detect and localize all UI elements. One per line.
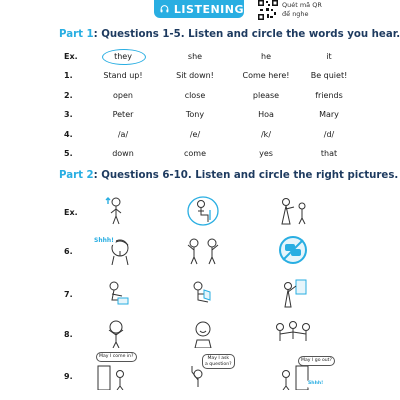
- teacher-pointing-icon[interactable]: [270, 278, 316, 308]
- shhh-text-bottom: Shhh!: [308, 381, 324, 386]
- group-of-kids-icon[interactable]: [270, 318, 316, 348]
- word-option[interactable]: she: [187, 52, 203, 61]
- may-i-go-out-bubble: May I go out?: [298, 356, 335, 366]
- picture-question-row: [58, 318, 368, 348]
- part2-instruction: : Questions 6-10. Listen and circle the right pictures.: [93, 170, 399, 181]
- boy-standing-icon[interactable]: [94, 196, 140, 226]
- part1-label: Part 1: [59, 29, 94, 40]
- teacher-and-girl-icon[interactable]: [270, 196, 316, 226]
- picture-question-row: [58, 354, 368, 390]
- part1-row: [58, 106, 358, 125]
- word-option[interactable]: come: [183, 148, 206, 158]
- may-i-come-in-bubble: May I come in?: [96, 352, 137, 362]
- word-option[interactable]: Sit down!: [176, 71, 214, 81]
- row-number: 5.: [64, 148, 73, 158]
- qr-caption-line2: để nghe: [282, 9, 309, 18]
- row-number: 7.: [64, 290, 73, 299]
- may-i-ask-bubble: [202, 354, 235, 369]
- part1-row: [58, 87, 358, 106]
- word-option[interactable]: yes: [259, 148, 273, 158]
- word-option[interactable]: Mary: [319, 110, 339, 120]
- girl-shhh-icon[interactable]: [94, 235, 140, 265]
- word-option[interactable]: Come here!: [242, 71, 290, 81]
- row-number: Ex.: [64, 52, 78, 61]
- girl-sitting-icon[interactable]: [180, 196, 226, 226]
- headphones-icon: [160, 2, 169, 16]
- part1-title: [59, 29, 400, 40]
- word-option[interactable]: he: [261, 52, 271, 61]
- word-option[interactable]: open: [113, 90, 133, 100]
- word-option[interactable]: Hoa: [258, 110, 274, 120]
- picture-question-row: [58, 278, 368, 308]
- word-option[interactable]: they: [114, 52, 132, 61]
- row-number: Ex.: [64, 208, 78, 217]
- word-option[interactable]: please: [252, 90, 280, 100]
- word-option[interactable]: it: [326, 52, 332, 61]
- word-option[interactable]: /a/: [117, 129, 129, 139]
- smiling-girl-icon[interactable]: [180, 318, 226, 348]
- picture-question-row: [58, 235, 368, 265]
- qr-code-icon[interactable]: [258, 0, 278, 20]
- row-number: 6.: [64, 247, 73, 256]
- word-option[interactable]: /k/: [260, 129, 272, 139]
- two-kids-waving-icon[interactable]: [180, 235, 226, 265]
- shhh-text: Shhh!: [94, 237, 114, 244]
- may-i-ask-line2: a question?: [205, 361, 232, 367]
- may-i-ask-line1: May I ask: [207, 356, 230, 361]
- word-option[interactable]: Be quiet!: [310, 71, 348, 81]
- part1-instruction: : Questions 1-5. Listen and circle the words you hear.: [93, 29, 400, 40]
- picture-question-row: [58, 196, 368, 226]
- waving-boy-icon[interactable]: [94, 318, 140, 348]
- word-option[interactable]: /d/: [323, 129, 335, 139]
- part1-row: [58, 126, 358, 145]
- row-number: 9.: [64, 372, 73, 381]
- word-option[interactable]: that: [320, 148, 338, 158]
- word-option[interactable]: Stand up!: [103, 71, 143, 81]
- word-option[interactable]: down: [112, 148, 134, 158]
- row-number: 8.: [64, 330, 73, 339]
- page-header: [0, 0, 400, 22]
- part1-row: [58, 67, 358, 86]
- row-number: 2.: [64, 90, 73, 100]
- qr-caption-line1: Quét mã QR: [282, 1, 322, 9]
- girl-reading-icon[interactable]: [180, 278, 226, 308]
- part1-word-table: [58, 48, 358, 164]
- no-talking-sign-icon[interactable]: [270, 235, 316, 265]
- word-option[interactable]: friends: [315, 90, 343, 100]
- part2-label: Part 2: [59, 170, 94, 181]
- boy-at-door-icon[interactable]: [94, 354, 140, 390]
- part1-row: [58, 145, 358, 164]
- row-number: 3.: [64, 110, 73, 120]
- part2-title: [59, 170, 398, 181]
- boy-writing-icon[interactable]: [94, 278, 140, 308]
- badge-label: LISTENING: [173, 2, 244, 16]
- row-number: 1.: [64, 71, 73, 81]
- qr-caption: [282, 1, 322, 18]
- word-option[interactable]: Tony: [185, 110, 205, 120]
- word-option[interactable]: close: [184, 90, 206, 100]
- word-option[interactable]: /e/: [189, 129, 201, 139]
- listening-badge: [154, 0, 244, 18]
- girl-raising-hand-icon[interactable]: [180, 356, 232, 390]
- row-number: 4.: [64, 129, 73, 139]
- word-option[interactable]: Peter: [112, 110, 134, 120]
- boy-leaving-door-icon[interactable]: [270, 358, 332, 390]
- part1-row: [58, 48, 358, 67]
